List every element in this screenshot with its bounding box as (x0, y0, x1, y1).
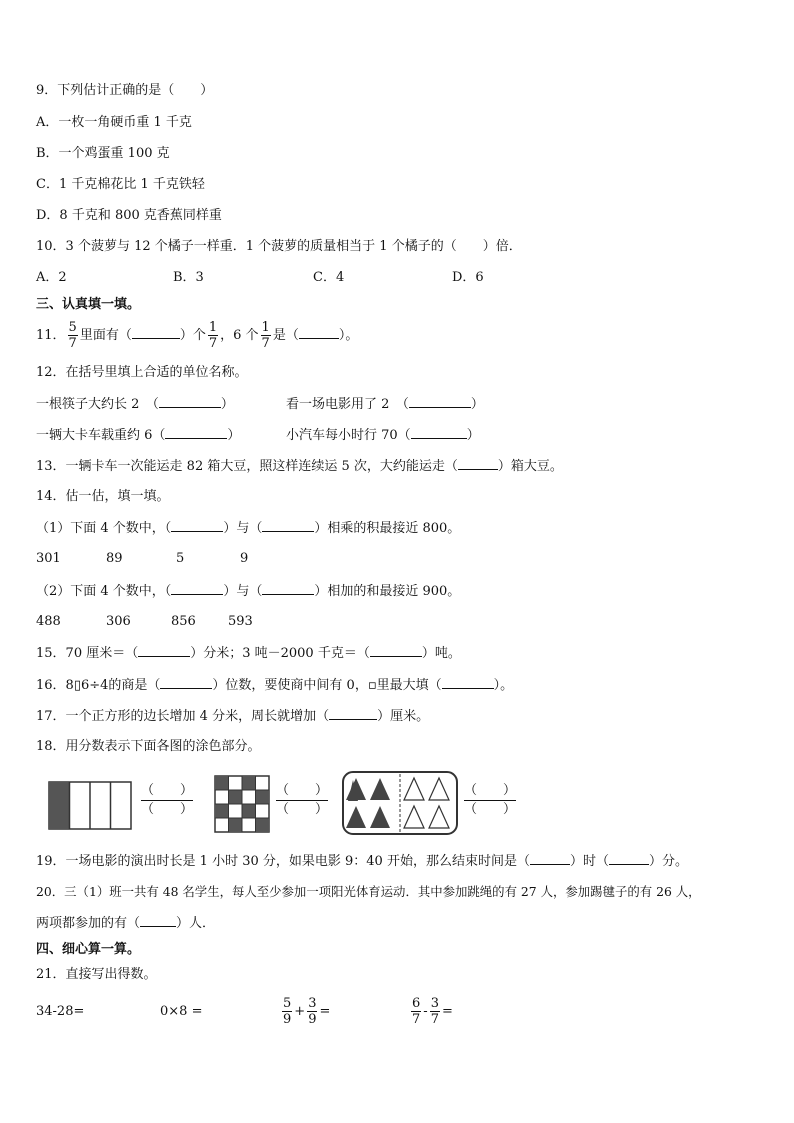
q10-option-a: A．2 (36, 270, 67, 285)
q20-text: ）人． (176, 916, 216, 931)
q14-number-488: 488 (36, 614, 61, 629)
denominator-paren[interactable]: （ ） (276, 802, 329, 817)
q12-row1-right (286, 395, 484, 414)
figure-rectangle-quarters (48, 781, 132, 831)
q16-text: 16． (36, 678, 66, 693)
answer-blank[interactable] (299, 326, 339, 339)
q19-text: ）分。 (648, 854, 688, 869)
q14-number-593: 593 (228, 614, 253, 629)
denominator: 9 (308, 1012, 317, 1027)
answer-blank[interactable] (370, 644, 422, 657)
operator: + (294, 1004, 306, 1019)
equals: = (319, 1004, 331, 1019)
q9-option-a: A．一枚一角硬币重 1 千克 (36, 115, 192, 130)
answer-blank[interactable] (411, 426, 467, 439)
q14-text: ）与（ (223, 584, 263, 599)
q21-expr-3 (280, 992, 330, 1032)
answer-blank[interactable] (262, 582, 314, 595)
q16-text: ）。 (493, 678, 514, 693)
numerator: 3 (430, 996, 439, 1011)
figure-triangles-box (341, 770, 459, 836)
answer-blank[interactable] (530, 852, 570, 865)
answer-blank[interactable] (458, 457, 498, 470)
q11-number: 11． (36, 328, 66, 343)
answer-blank[interactable] (140, 914, 176, 927)
q11-fraction-5-7 (68, 320, 78, 351)
numerator-paren[interactable]: （ ） (464, 782, 516, 801)
equals: = (441, 1004, 453, 1019)
q14-number-856: 856 (171, 614, 196, 629)
denominator: 7 (412, 1012, 421, 1027)
q21-expr-1: 34-28= (36, 1004, 85, 1019)
q12-stem: 12．在括号里填上合适的单位名称。 (36, 365, 248, 380)
shaded-cell (215, 804, 229, 818)
operator: - (423, 1004, 428, 1019)
shaded-cell (229, 818, 243, 832)
answer-blank[interactable] (160, 676, 212, 689)
denominator-paren[interactable]: （ ） (141, 802, 194, 817)
numerator-paren[interactable]: （ ） (276, 782, 328, 801)
q10-option-d: D．6 (452, 270, 484, 285)
fraction (307, 996, 317, 1027)
q11-text: ）个 (179, 328, 206, 343)
answer-blank[interactable] (171, 519, 223, 532)
q9-option-b: B．一个鸡蛋重 100 克 (36, 146, 170, 161)
numerator: 5 (283, 996, 292, 1011)
q19 (36, 852, 688, 871)
q16 (36, 676, 513, 695)
q14-text: ）与（ (223, 521, 263, 536)
q12-row1-left (36, 395, 234, 414)
fraction-answer-3[interactable] (464, 782, 516, 818)
shaded-cell (229, 790, 243, 804)
q20-line2 (36, 914, 215, 933)
q14-part2 (36, 582, 460, 601)
q10-stem: 10．3 个菠萝与 12 个橘子一样重．1 个菠萝的质量相当于 1 个橘子的（ ）倍． (36, 239, 522, 254)
numerator: 5 (68, 320, 77, 335)
numerator: 6 (412, 996, 421, 1011)
denominator: 7 (68, 336, 77, 351)
fraction (411, 996, 421, 1027)
q14-number-306: 306 (106, 614, 131, 629)
q12-text: ） (470, 397, 484, 412)
q15-text: 15．70 厘米＝（ (36, 646, 139, 661)
denominator-paren[interactable]: （ ） (464, 802, 517, 817)
q15 (36, 644, 461, 663)
q15-text: ）分米；3 吨－2000 千克＝（ (190, 646, 370, 661)
q18-stem: 18．用分数表示下面各图的涂色部分。 (36, 739, 261, 754)
q13-text: 13．一辆卡车一次能运走 82 箱大豆，照这样连续运 5 次，大约能运走（ (36, 459, 458, 474)
section-three-heading: 三、认真填一填。 (36, 297, 141, 312)
shaded-cell (256, 818, 270, 832)
denominator: 9 (283, 1012, 292, 1027)
q11-text: ）。 (338, 328, 359, 343)
q12-text: 一辆大卡车载重约 6（ (36, 428, 166, 443)
q14-number-301: 301 (36, 551, 61, 566)
grid-cells (215, 776, 269, 832)
q14-number-89: 89 (106, 551, 123, 566)
q14-text: （1）下面 4 个数中，（ (36, 521, 172, 536)
answer-blank[interactable] (171, 582, 223, 595)
fraction (430, 996, 440, 1027)
figure-square-grid (214, 775, 270, 833)
q21-expr-2: 0×8 = (160, 1004, 203, 1019)
q17-text: ）厘米。 (377, 709, 430, 724)
q19-text: ）时（ (569, 854, 609, 869)
answer-blank[interactable] (609, 852, 649, 865)
answer-blank[interactable] (329, 707, 377, 720)
q12-row2-left (36, 426, 240, 445)
q9-stem: 9．下列估计正确的是（ ） (36, 83, 214, 98)
q21-expr-4 (409, 992, 453, 1032)
q11 (36, 318, 358, 354)
q20-line1: 20．三（1）班一共有 48 名学生，每人至少参加一项阳光体育运动．其中参加跳绳的有 27 人，参加踢毽子的有 26 人， (36, 884, 701, 899)
fraction-answer-2[interactable] (276, 782, 328, 818)
q16-expression: 8▯6÷4 (65, 678, 109, 693)
denominator: 7 (208, 336, 218, 351)
answer-blank[interactable] (165, 426, 227, 439)
q17 (36, 707, 429, 726)
shaded-part (49, 782, 70, 829)
fraction (282, 996, 292, 1027)
q20-text: 两项都参加的有（ (36, 916, 141, 931)
q16-text: ）位数，要使商中间有 0，▫里最大填（ (212, 678, 442, 693)
section-four-heading: 四、细心算一算。 (36, 942, 141, 957)
q11-fraction-1-7 (208, 320, 218, 351)
q11-fraction-1-7 (261, 320, 271, 351)
q11-text: ，6 个 (220, 328, 259, 343)
q11-text: 里面有（ (79, 328, 132, 343)
answer-blank[interactable] (132, 326, 180, 339)
q12-text: 小汽车每小时行 70（ (286, 428, 411, 443)
q19-text: 19．一场电影的演出时长是 1 小时 30 分，如果电影 9：40 开始，那么结束时间是（ (36, 854, 530, 869)
q12-text: ） (220, 397, 234, 412)
shaded-cell (242, 804, 256, 818)
denominator: 7 (430, 1012, 439, 1027)
answer-blank[interactable] (159, 395, 221, 408)
shaded-cell (256, 790, 270, 804)
q14-text: ）相乘的积最接近 800。 (314, 521, 461, 536)
numerator: 1 (261, 320, 270, 335)
q16-text: 的商是（ (108, 678, 161, 693)
answer-blank[interactable] (409, 395, 471, 408)
q14-part1 (36, 519, 460, 538)
q10-option-b: B．3 (173, 270, 204, 285)
q14-stem: 14．估一估，填一填。 (36, 489, 170, 504)
denominator: 7 (261, 336, 270, 351)
answer-blank[interactable] (442, 676, 494, 689)
q13-text: ）箱大豆。 (497, 459, 563, 474)
q14-text: ）相加的和最接近 900。 (314, 584, 461, 599)
shaded-cell (215, 776, 229, 790)
q12-text: ） (227, 428, 241, 443)
q15-text: ）吨。 (421, 646, 461, 661)
numerator: 1 (208, 320, 218, 335)
q14-number-5: 5 (176, 551, 185, 566)
q14-text: （2）下面 4 个数中，（ (36, 584, 172, 599)
q13 (36, 457, 563, 476)
q21-stem: 21．直接写出得数。 (36, 967, 157, 982)
q9-option-d: D．8 千克和 800 克香蕉同样重 (36, 208, 222, 223)
fraction-answer-1[interactable] (141, 782, 193, 818)
q12-text: 看一场电影用了 2 （ (286, 397, 409, 412)
shaded-cell (242, 776, 256, 790)
q11-text: 是（ (272, 328, 299, 343)
q12-text: 一根筷子大约长 2 （ (36, 397, 159, 412)
q14-number-9: 9 (240, 551, 249, 566)
numerator-paren[interactable]: （ ） (141, 782, 193, 801)
answer-blank[interactable] (262, 519, 314, 532)
answer-blank[interactable] (138, 644, 190, 657)
q10-option-c: C．4 (313, 270, 345, 285)
numerator: 3 (308, 996, 317, 1011)
q9-option-c: C．1 千克棉花比 1 千克铁轻 (36, 177, 205, 192)
q17-text: 17．一个正方形的边长增加 4 分米，周长就增加（ (36, 709, 330, 724)
q12-text: ） (466, 428, 480, 443)
q12-row2-right (286, 426, 480, 445)
